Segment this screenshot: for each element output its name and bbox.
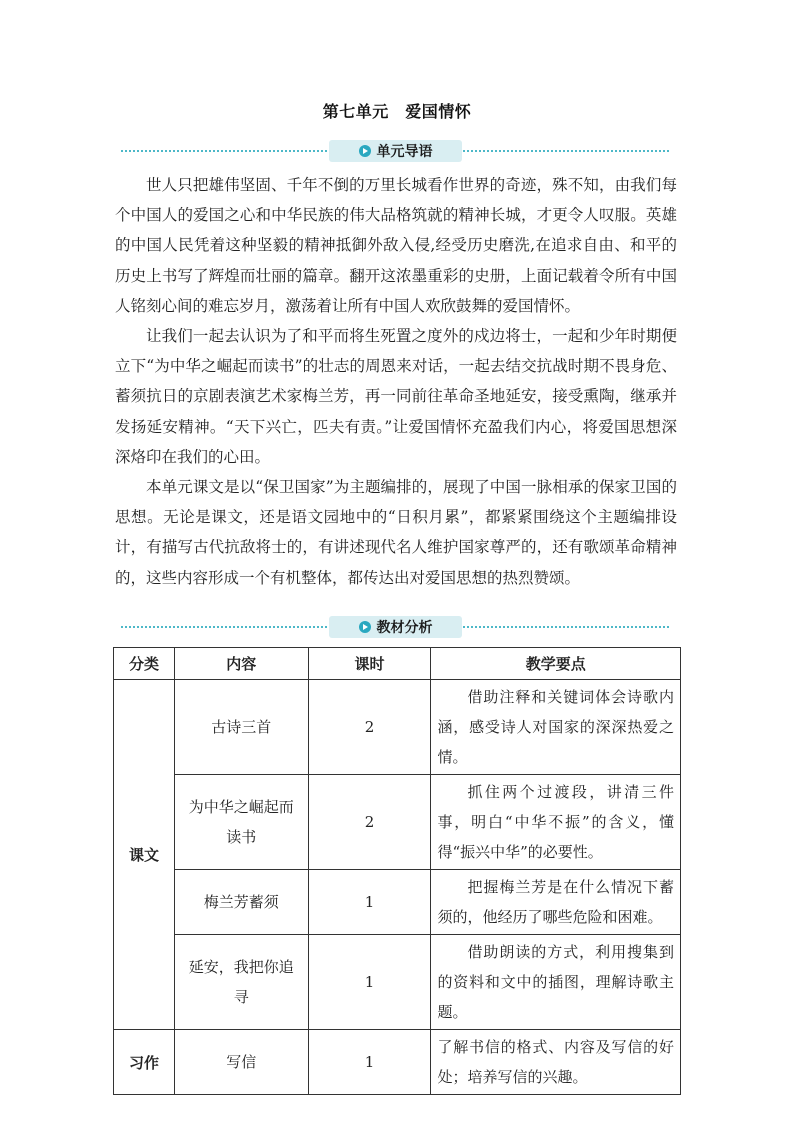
section-badge-analysis: [329, 616, 462, 638]
table-row: [114, 870, 681, 935]
content-cell: 为中华之崛起而读书: [174, 775, 308, 870]
textbook-analysis-table: [113, 647, 681, 1095]
hours-cell: 2: [308, 775, 431, 870]
category-cell: 课文: [114, 680, 175, 1030]
hours-cell: 1: [308, 870, 431, 935]
content-cell: 写信: [174, 1030, 308, 1095]
arrow-bullet-icon: [359, 145, 371, 157]
content-cell: 延安，我把你追寻: [174, 935, 308, 1030]
section-header-analysis: [121, 616, 669, 638]
table-row: [114, 1030, 681, 1095]
column-header-hours: 课时: [308, 648, 431, 680]
section-title-analysis: 教材分析: [376, 620, 433, 636]
unit-introduction: [115, 170, 677, 593]
intro-paragraph-1: 世人只把雄伟坚固、千年不倒的万里长城看作世界的奇迹，殊不知，由我们每个中国人的爱国之心和中华民族的伟大品格筑就的精神长城，才更令人叹服。英雄的中国人民凭着这种坚毅的精神抵御外敌入侵,经受历史磨洗,在追求自由、和平的历史上书写了辉煌而壮丽的篇章。翻开这浓墨重彩的史册，上面记载着令所有中国人铭刻心间的难忘岁月，激荡着让所有中国人欢欣鼓舞的爱国情怀。: [115, 176, 677, 315]
page-title: 第七单元 爱国情怀: [322, 102, 472, 121]
hours-cell: 1: [308, 935, 431, 1030]
table-row: [114, 680, 681, 775]
dotted-divider-left: [121, 150, 327, 152]
table-header-row: [114, 648, 681, 680]
intro-paragraph-2: 让我们一起去认识为了和平而将生死置之度外的戍边将士，一起和少年时期便立下“为中华之崛起而读书”的壮志的周恩来对话，一起去结交抗战时期不畏身危、蓄须抗日的京剧表演艺术家梅兰芳，再一同前往革命圣地延安，接受熏陶，继承并发扬延安精神。“天下兴亡，匹夫有责。”让爱国情怀充盈我们内心，将爱国思想深深烙印在我们的心田。: [115, 327, 677, 466]
section-badge-intro: [329, 140, 462, 162]
column-header-teaching-points: 教学要点: [431, 648, 681, 680]
table-row: [114, 935, 681, 1030]
teaching-points-cell: 借助注释和关键词体会诗歌内涵，感受诗人对国家的深深热爱之情。: [431, 680, 681, 775]
teaching-points-cell: 了解书信的格式、内容及写信的好处；培养写信的兴趣。: [431, 1030, 681, 1095]
intro-paragraph-3: 本单元课文是以“保卫国家”为主题编排的，展现了中国一脉相承的保家卫国的思想。无论是课文，还是语文园地中的“日积月累”，都紧紧围绕这个主题编排设计，有描写古代抗敌将士的，有讲述现代名人维护国家尊严的，还有歌颂革命精神的，这些内容形成一个有机整体，都传达出对爱国思想的热烈赞颂。: [115, 478, 677, 587]
content-cell: 古诗三首: [174, 680, 308, 775]
dotted-divider-right: [463, 150, 669, 152]
table-row: [114, 775, 681, 870]
teaching-points-cell: 抓住两个过渡段，讲清三件事，明白“中华不振”的含义，懂得“振兴中华”的必要性。: [431, 775, 681, 870]
hours-cell: 1: [308, 1030, 431, 1095]
teaching-points-cell: 借助朗读的方式，利用搜集到的资料和文中的插图，理解诗歌主题。: [431, 935, 681, 1030]
section-header-intro: [121, 140, 669, 162]
category-cell: 习作: [114, 1030, 175, 1095]
dotted-divider-left: [121, 626, 327, 628]
column-header-category: 分类: [114, 648, 175, 680]
teaching-points-cell: 把握梅兰芳是在什么情况下蓄须的，他经历了哪些危险和困难。: [431, 870, 681, 935]
content-cell: 梅兰芳蓄须: [174, 870, 308, 935]
column-header-content: 内容: [174, 648, 308, 680]
arrow-bullet-icon: [359, 621, 371, 633]
hours-cell: 2: [308, 680, 431, 775]
section-title-intro: 单元导语: [376, 144, 433, 160]
dotted-divider-right: [463, 626, 669, 628]
